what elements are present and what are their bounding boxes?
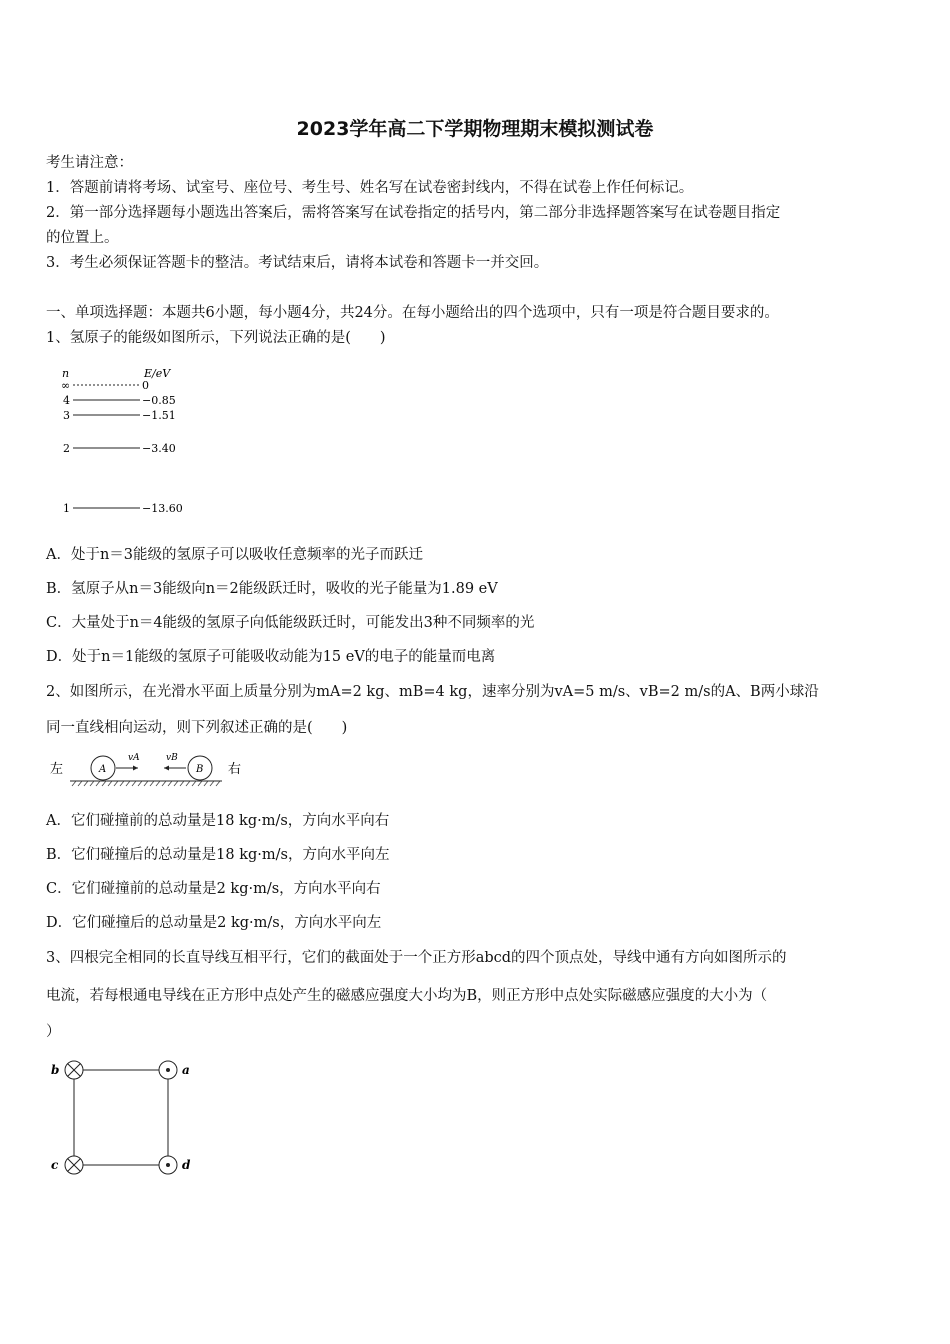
arrow-vb-head: [164, 766, 169, 771]
wire-square-diagram: [46, 1056, 206, 1180]
question-3-stem-line-1: 3、四根完全相同的长直导线互相平行，它们的截面处于一个正方形abcd的四个顶点处，导线中通有方向如图所示的: [46, 950, 787, 966]
energy-level-diagram: [56, 366, 206, 518]
velocity-b-label: vB: [166, 753, 178, 763]
section-heading: 一、单项选择题：本题共6小题，每小题4分，共24分。在每小题给出的四个选项中，只有一项是符合题目要求的。: [46, 305, 779, 321]
page-title: 2023学年高二下学期物理期末模拟测试卷: [296, 118, 654, 140]
n-axis-label: n: [62, 367, 70, 380]
label-b: b: [51, 1063, 60, 1077]
label-a: a: [182, 1063, 190, 1077]
level-e-3: −1.51: [142, 409, 176, 422]
question-1-stem: 1、氢原子的能级如图所示，下列说法正确的是( ): [46, 330, 386, 346]
notice-item-2-cont: 的位置上。: [46, 230, 119, 246]
level-n-2: 2: [63, 442, 70, 455]
question-3-stem-line-3: ）: [46, 1024, 61, 1040]
notice-item-1: 1．答题前请将考场、试室号、座位号、考生号、姓名写在试卷密封线内，不得在试卷上作任何标记。: [46, 180, 694, 196]
question-1-option-c: C．大量处于n＝4能级的氢原子向低能级跃迁时，可能发出3种不同频率的光: [46, 615, 535, 631]
level-n-inf: ∞: [61, 379, 71, 392]
notice-heading: 考生请注意：: [46, 155, 133, 171]
square-abcd: [74, 1070, 168, 1165]
question-2-option-d: D．它们碰撞后的总动量是2 kg·m/s，方向水平向左: [46, 915, 382, 931]
arrow-va-head: [133, 766, 138, 771]
question-1-option-d: D．处于n＝1能级的氢原子可能吸收动能为15 eV的电子的能量而电离: [46, 649, 496, 665]
label-c: c: [51, 1158, 59, 1172]
e-axis-label: E/eV: [144, 367, 171, 380]
left-label: 左: [50, 762, 64, 777]
ball-b-label: B: [196, 764, 204, 775]
question-1-option-a: A．处于n＝3能级的氢原子可以吸收任意频率的光子而跃迁: [46, 547, 424, 563]
notice-item-3: 3．考生必须保证答题卡的整洁。考试结束后，请将本试卷和答题卡一并交回。: [46, 255, 549, 271]
question-3-stem-line-2: 电流，若每根通电导线在正方形中点处产生的磁感应强度大小均为B，则正方形中点处实际磁感应强度的大小为（: [46, 988, 768, 1004]
question-2-option-b: B．它们碰撞后的总动量是18 kg·m/s，方向水平向左: [46, 847, 390, 863]
question-2-option-c: C．它们碰撞前的总动量是2 kg·m/s，方向水平向右: [46, 881, 381, 897]
notice-item-2: 2．第一部分选择题每小题选出答案后，需将答案写在试卷指定的括号内，第二部分非选择题答案写在试卷题目指定: [46, 205, 781, 221]
collision-diagram: [46, 748, 256, 790]
level-n-3: 3: [63, 409, 70, 422]
right-label: 右: [228, 762, 242, 777]
question-2-option-a: A．它们碰撞前的总动量是18 kg·m/s，方向水平向右: [46, 813, 390, 829]
question-2-stem-line-1: 2、如图所示，在光滑水平面上质量分别为mA=2 kg、mB=4 kg，速率分别为vA=5 m/s、vB=2 m/s的A、B两小球沿: [46, 684, 819, 700]
ground-hatch: [72, 781, 220, 786]
level-e-1: −13.60: [142, 502, 183, 515]
level-e-4: −0.85: [142, 394, 176, 407]
level-n-1: 1: [63, 502, 70, 515]
question-2-stem-line-2: 同一直线相向运动，则下列叙述正确的是( ): [46, 720, 348, 736]
label-d: d: [182, 1158, 191, 1172]
level-e-inf: 0: [142, 379, 149, 392]
question-1-option-b: B．氢原子从n＝3能级向n＝2能级跃迁时，吸收的光子能量为1.89 eV: [46, 581, 498, 597]
ball-a-label: A: [99, 764, 107, 775]
level-e-2: −3.40: [142, 442, 176, 455]
velocity-a-label: vA: [128, 753, 140, 763]
level-n-4: 4: [63, 394, 70, 407]
